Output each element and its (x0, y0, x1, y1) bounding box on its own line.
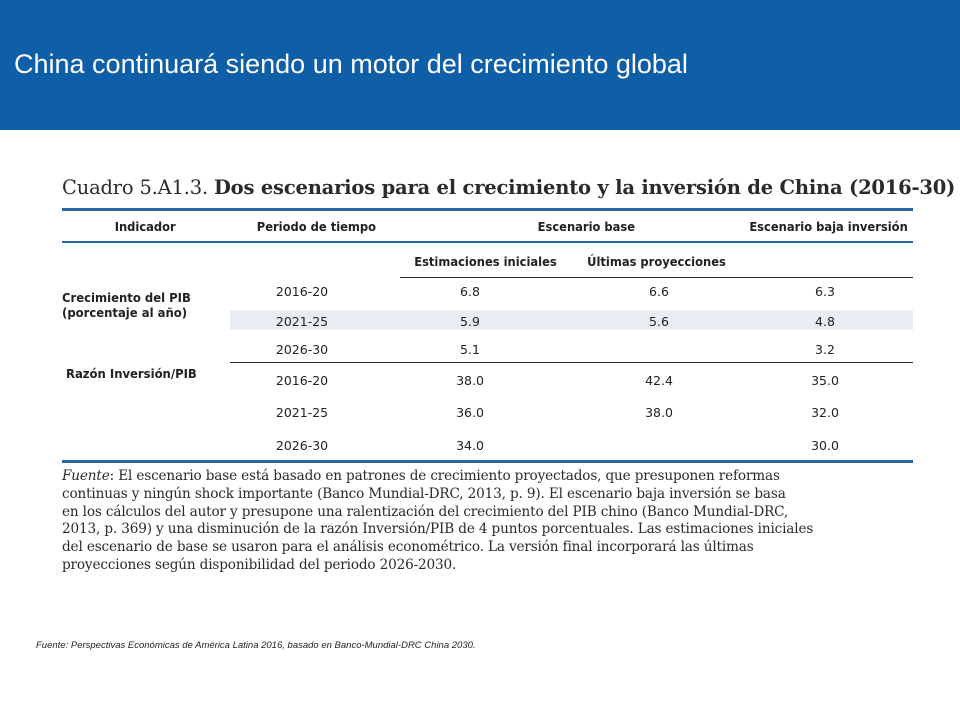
note-line (62, 468, 922, 486)
bottom-rule (62, 460, 913, 463)
header-escenario-base: Escenario base (537, 219, 636, 234)
cell-baja: 32.0 (811, 405, 839, 420)
cell-ultimas: 5.6 (649, 314, 669, 329)
cell-baja: 30.0 (811, 438, 839, 453)
cell-periodo: 2026-30 (275, 438, 329, 453)
cell-estimaciones: 5.9 (460, 314, 480, 329)
note-label: Fuente (62, 468, 110, 484)
header-periodo: Periodo de tiempo (256, 219, 377, 234)
cell-baja: 6.3 (815, 284, 835, 299)
table-title: Dos escenarios para el crecimiento y la inversión de China (2016-30) (213, 176, 956, 199)
cell-periodo: 2026-30 (275, 342, 329, 357)
group-label-pib-line2: (porcentaje al año) (62, 305, 188, 320)
note-line: en los cálculos del autor y presupone una ralentización del crecimiento del PIB chino (Banco Mundial-DRC, (62, 503, 789, 520)
header-indicador: Indicador (114, 219, 176, 234)
group-label-pib (62, 290, 191, 320)
cell-ultimas: 38.0 (645, 405, 673, 420)
header-escenario-baja: Escenario baja inversión (749, 219, 908, 234)
note-line: del escenario de base se usaron para el análisis econométrico. La versión final incorporará las últimas (62, 539, 754, 556)
cell-ultimas: 6.6 (649, 284, 669, 299)
note-line: 2013, p. 369) y una disminución de la razón Inversión/PIB de 4 puntos porcentuales. Las estimaciones iniciales (62, 521, 814, 538)
group-divider (230, 362, 913, 363)
cell-estimaciones: 5.1 (460, 342, 480, 357)
header-estimaciones: Estimaciones iniciales (414, 254, 557, 269)
cell-baja: 3.2 (815, 342, 835, 357)
title-banner (0, 0, 960, 130)
cell-estimaciones: 6.8 (460, 284, 480, 299)
cell-estimaciones: 36.0 (456, 405, 484, 420)
top-rule (62, 208, 913, 211)
subheader-divider (400, 277, 913, 278)
cell-periodo: 2016-20 (275, 373, 329, 388)
cell-periodo: 2021-25 (275, 405, 329, 420)
slide-source: Fuente: Perspectivas Económicas de América Latina 2016, basado en Banco-Mundial-DRC China 2030. (36, 640, 476, 651)
table-number: Cuadro 5.A1.3. (62, 176, 208, 199)
table-caption (62, 176, 956, 199)
cell-baja: 35.0 (811, 373, 839, 388)
header-ultimas: Últimas proyecciones (587, 254, 726, 269)
cell-estimaciones: 38.0 (456, 373, 484, 388)
cell-periodo: 2021-25 (275, 314, 329, 329)
row-shading (230, 310, 913, 330)
cell-periodo: 2016-20 (275, 284, 329, 299)
note-line: continuas y ningún shock importante (Banco Mundial-DRC, 2013, p. 9). El escenario baja inversión se basa (62, 485, 786, 502)
slide-title: China continuará siendo un motor del crecimiento global (14, 49, 688, 79)
table-note (62, 468, 922, 575)
cell-baja: 4.8 (815, 314, 835, 329)
group-label-pib-line1: Crecimiento del PIB (62, 290, 191, 305)
cell-estimaciones: 34.0 (456, 438, 484, 453)
note-line: proyecciones según disponibilidad del periodo 2026-2030. (62, 556, 457, 573)
cell-ultimas: 42.4 (645, 373, 673, 388)
note-line-text: : El escenario base está basado en patrones de crecimiento proyectados, que presuponen reformas (109, 468, 780, 484)
header-rule (62, 241, 913, 243)
group-label-inversion-line1: Razón Inversión/PIB (66, 366, 197, 381)
table-figure (62, 176, 956, 573)
group-label-inversion (66, 366, 197, 381)
